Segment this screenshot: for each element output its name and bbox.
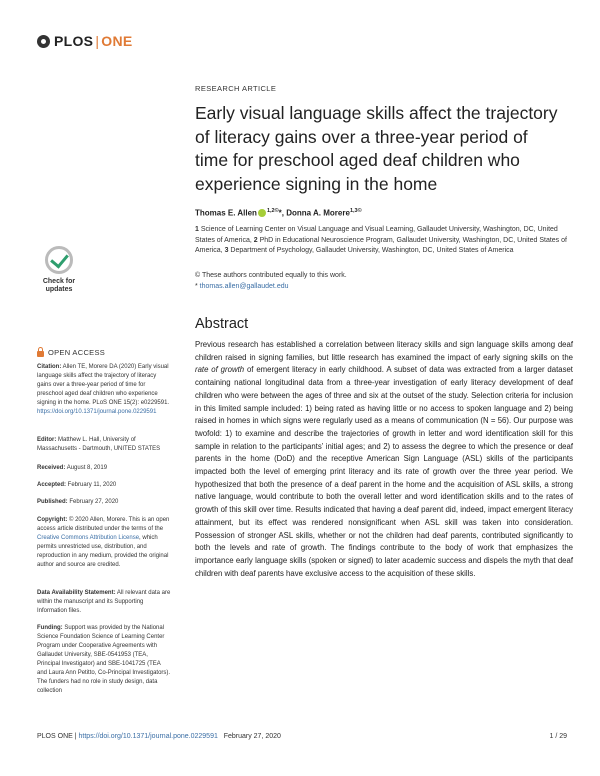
orcid-icon[interactable]	[258, 209, 266, 217]
open-lock-icon	[37, 351, 44, 357]
citation-doi-link[interactable]: https://doi.org/10.1371/journal.pone.0229591	[37, 409, 157, 415]
affiliations: 1 Science of Learning Center on Visual Language and Visual Learning, Gallaudet University, Washington, DC, United States of America, 2 PhD in Educational Neuroscience Program, Gallaudet University, Washington, DC, United States of America, 3 Department of Psychology, Gallaudet University, Washington, DC, United States of America	[195, 226, 567, 254]
abstract-heading: Abstract	[195, 316, 249, 332]
article-type: RESEARCH ARTICLE	[195, 84, 277, 93]
corresponding-author-note: * thomas.allen@gallaudet.edu	[195, 282, 289, 290]
received-date: Received: August 8, 2019	[37, 465, 108, 471]
open-access-label: OPEN ACCESS	[48, 348, 106, 357]
published-date: Published: February 27, 2020	[37, 499, 119, 505]
plos-one-logo	[37, 33, 133, 49]
check-for-updates-badge[interactable]	[37, 246, 81, 300]
author-list: Thomas E. Allen $^{1,2©}$*, Donna A. Morere$^{1,3©}$	[195, 208, 362, 218]
checkmark-icon	[45, 246, 73, 274]
author-email-link[interactable]: thomas.allen@gallaudet.edu	[199, 282, 289, 290]
author-morere[interactable]: Donna A. Morere	[286, 208, 350, 218]
footer-doi-link[interactable]: https://doi.org/10.1371/journal.pone.0229591	[78, 733, 218, 740]
open-access-badge	[37, 348, 105, 357]
copyright-block: Copyright: © 2020 Allen, Morere. This is an open access article distributed under the terms of the Creative Commons Attribution License, which permits unrestricted use, distribution, and reproduction in any medium, provided the original author and source are credited.	[37, 517, 170, 568]
logo-plos: PLOS	[54, 33, 94, 49]
accepted-date: Accepted: February 11, 2020	[37, 482, 117, 488]
cc-license-link[interactable]: Creative Commons Attribution License	[37, 535, 140, 541]
abstract-text: Previous research has established a correlation between literacy skills and sign language skills among deaf children raised in signing families, but little research has examined the impact of early signing skills on the rate of growth of emergent literacy in early childhood. A subset of data was extracted from a larger dataset containing national longitudinal data from a three-year investigation of early literacy development of deaf children who were between the ages of three and six at the outset of the study. Selection criteria for inclusion in this limited sample included: 1) being rated as having little or no access to spoken language and 2) being raised in homes in which signs were regularly used as a means of communication (N = 56). Our purpose was twofold: 1) to examine and describe the trajectories of growth in letter and word identification skill for this sample in relation to the participants’ initial ages; and 2) to assess the degree to which the presence or deaf parents in the home (DoD) and the receptive American Sign Language (ASL) skills of the participants impacted both the level of emerging print literacy and its rate of growth over the three year period. We hypothesized that both the presence of a deaf parent in the home and the acquisition of ASL skills, a strong native language, would contribute to both the overall letter and word identification skills and to the rates of growth of this skill over time. Results indicated that having a deaf parent did, indeed, impact emergent literacy attainment, but its effect was rendered nonsignificant when ASL skill was taken into consideration. Possession of stronger ASL skills, whether or not the children had deaf parents, contributed significantly to both the levels and rate of growth. The findings contribute to the body of work that emphasizes the importance early language skills (spoken or signed) to later academic success and dispels the myth that deaf children with deaf parents have exclusive access to the acquisition of these skills.	[195, 340, 573, 578]
page-footer	[37, 733, 567, 740]
footer-citation: PLOS ONE | https://doi.org/10.1371/journal.pone.0229591 February 27, 2020	[37, 733, 281, 740]
equal-contribution-note: © These authors contributed equally to this work.	[195, 272, 347, 279]
logo-one: ONE	[101, 33, 133, 49]
contribution-notes	[195, 271, 347, 292]
plos-gear-icon	[37, 35, 50, 48]
citation-block: Citation: Allen TE, Morere DA (2020) Early visual language skills affect the trajectory of literacy gains over a three-year period of time for preschool aged deaf children who experience signing in the home. PLoS ONE 15(2): e0229591. https://doi.org/10.1371/journal.pone.0229591	[37, 364, 170, 415]
editor-block: Editor: Matthew L. Hall, University of Massachusetts - Dartmouth, UNITED STATES	[37, 437, 161, 452]
logo-separator: |	[95, 33, 100, 49]
page-number: 1 / 29	[549, 733, 567, 740]
article-title: Early visual language skills affect the trajectory of literacy gains over a three-year period of time for preschool aged deaf children who experience signing in the home	[195, 103, 558, 194]
author-allen[interactable]: Thomas E. Allen	[195, 208, 257, 218]
data-availability-block: Data Availability Statement: All relevant data are within the manuscript and its Supporting Information files.	[37, 590, 171, 614]
check-updates-label: Check for updates	[42, 278, 76, 293]
funding-block: Funding: Support was provided by the National Science Foundation Science of Learning Center Program under Cooperative Agreements with Gallaudet University, SBE-0541953 (TEA, Principal Investigator) and SBE-1041725 (TEA and Laura Ann Petitto, Co-Principal Investigators). The funders had no role in study design, data collection	[37, 625, 171, 694]
